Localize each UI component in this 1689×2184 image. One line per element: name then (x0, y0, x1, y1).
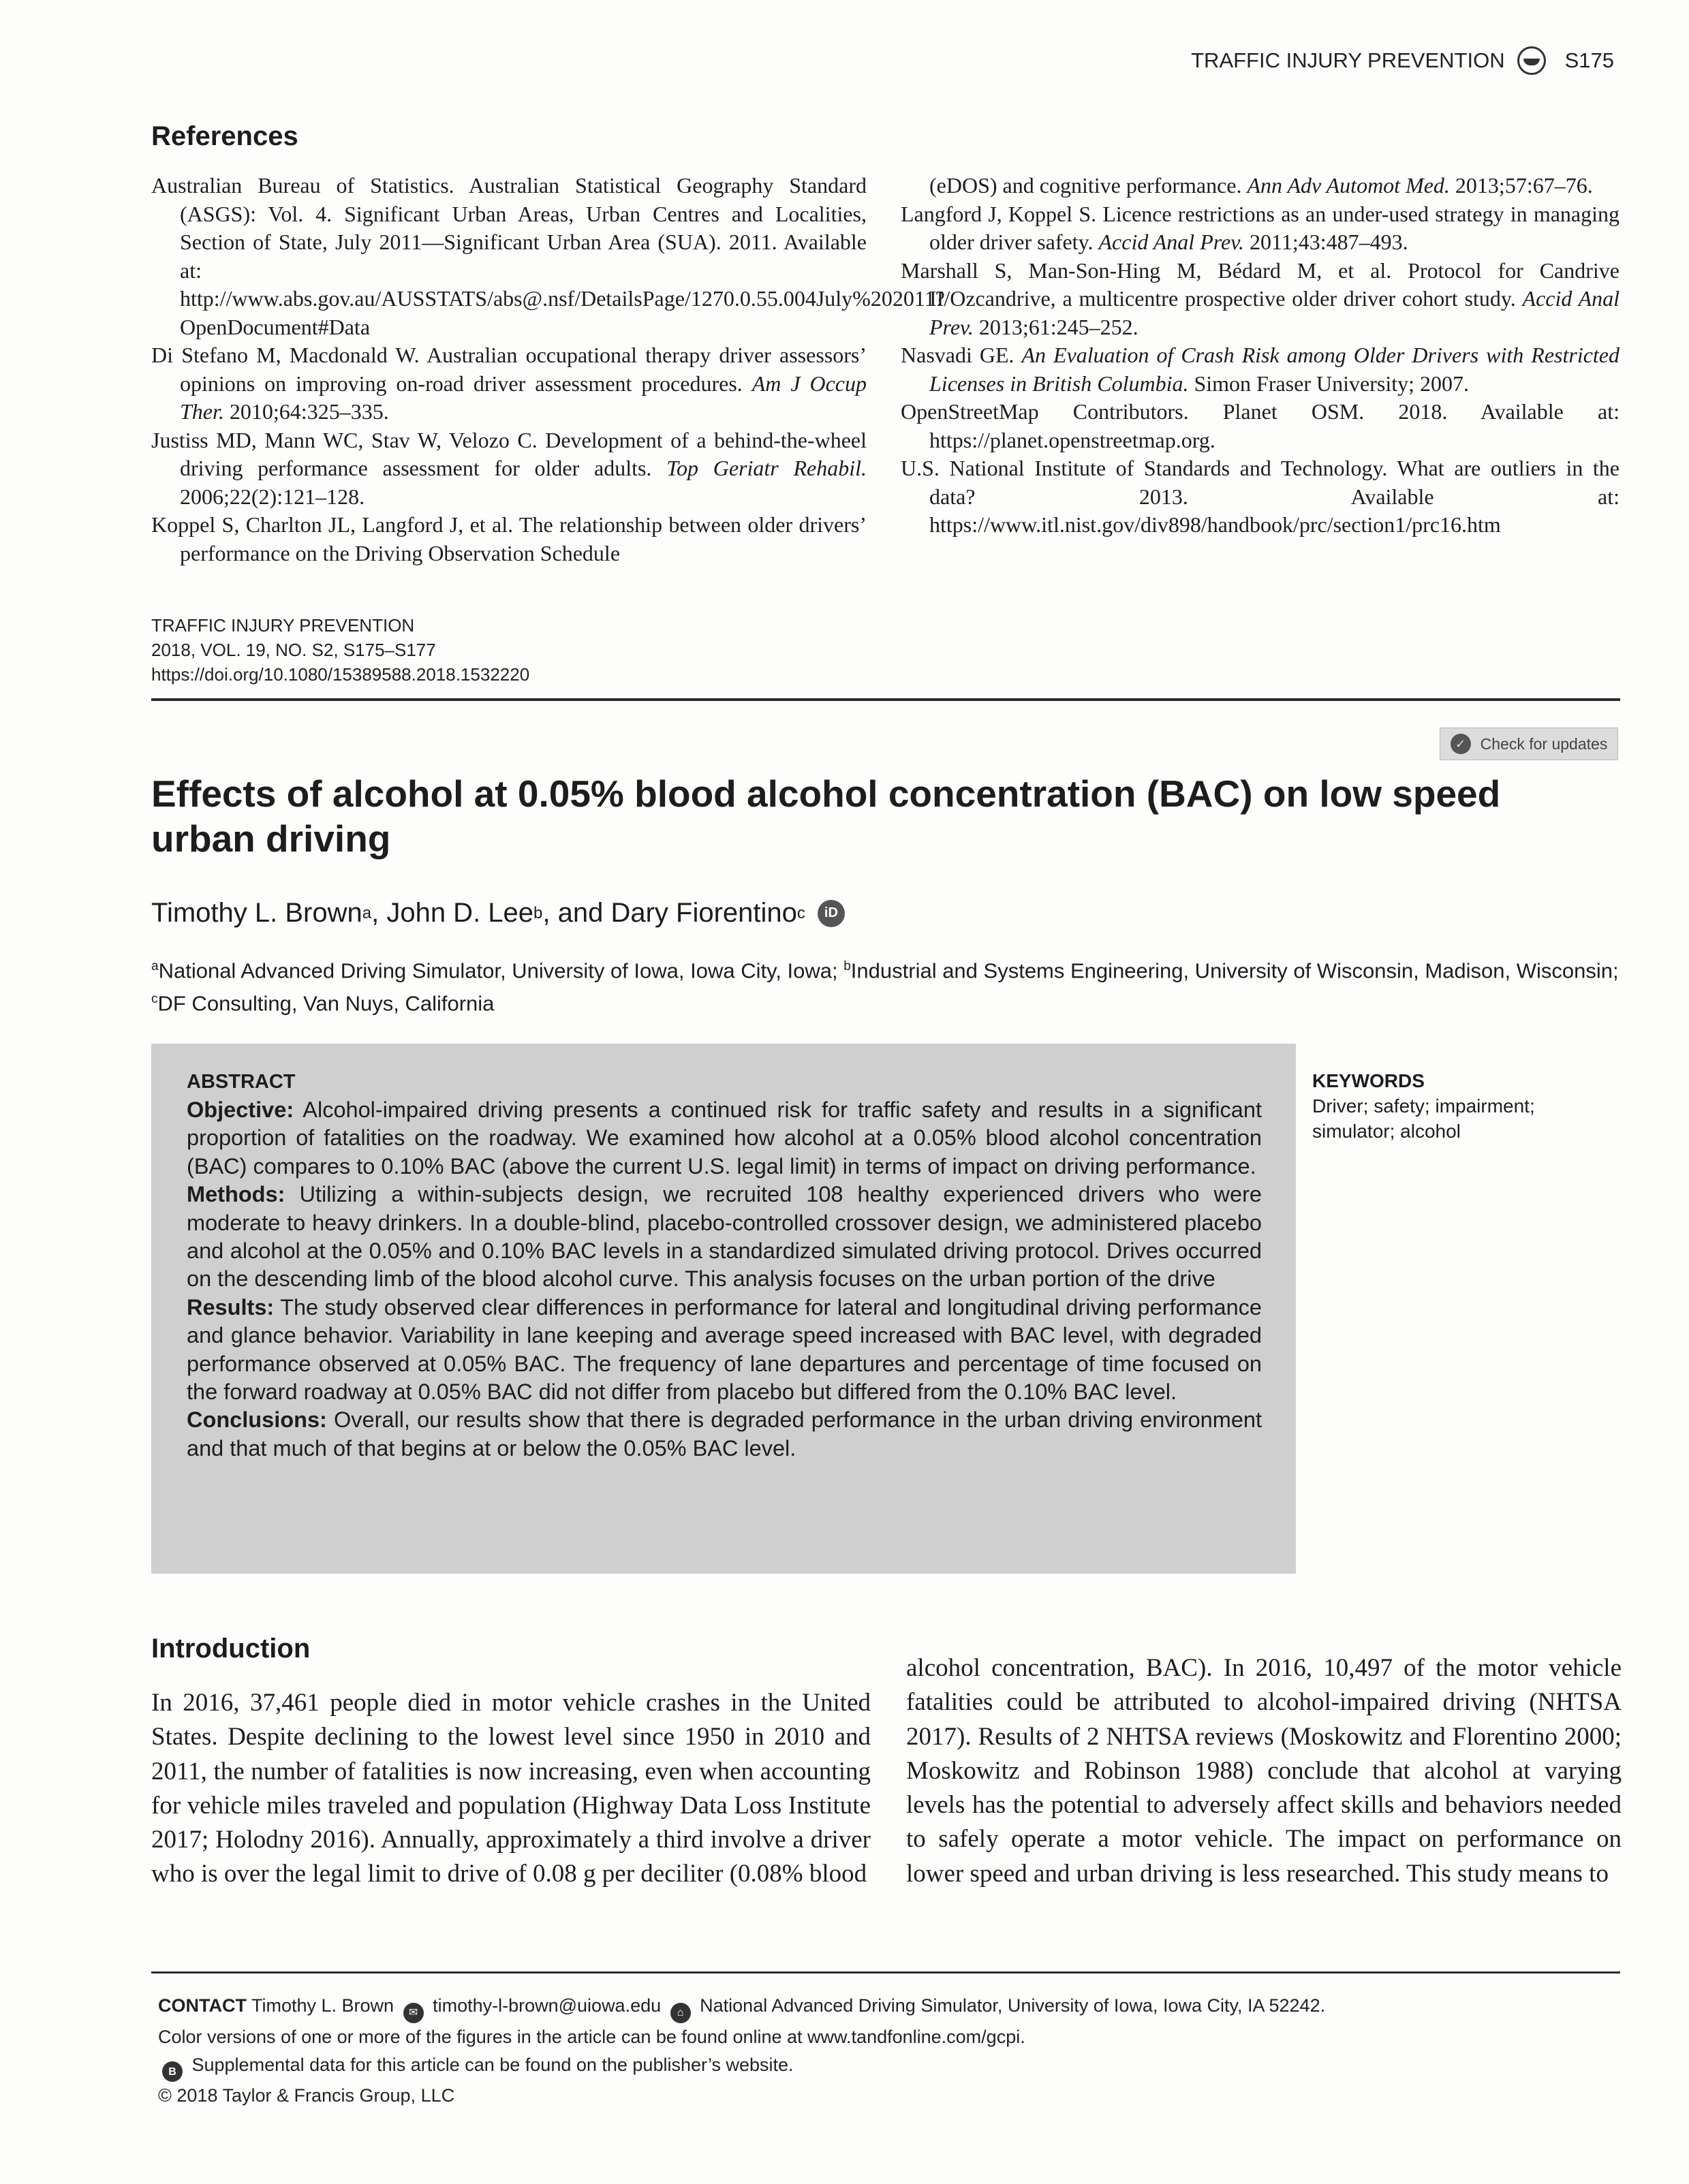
author-name: Dary Fiorentino (610, 898, 797, 928)
orcid-icon[interactable]: iD (818, 900, 845, 927)
abstract-objective (187, 1096, 1262, 1181)
abstract-text: Overall, our results show that there is degraded performance in the urban driving environment and that much of that begins at or below the 0.05% BAC level. (187, 1407, 1262, 1461)
abstract-label: Methods: (187, 1182, 285, 1207)
introduction-heading: Introduction (151, 1634, 311, 1664)
reference-citation: 2013;57:67–76. (1449, 173, 1593, 198)
reference-citation: 2010;64:325–335. (223, 399, 389, 424)
reference-text: (eDOS) and cognitive performance. (929, 173, 1248, 198)
copyright: © 2018 Taylor & Francis Group, LLC (158, 2085, 455, 2106)
affiliations: $^a$National Advanced Driving Simulator, University of Iowa, Iowa City, Iowa; $^b$Industrial and Systems Engineering, University of Wisconsin, Madison, Wisconsin; $^c$DF Consulting, Van Nuys, California (151, 958, 1619, 1016)
article-title: Effects of alcohol at 0.05% blood alcohol concentration (BAC) on low speed urban driving (151, 773, 1501, 860)
keywords-list: Driver; safety; impairment; simulator; alcohol (1312, 1095, 1535, 1142)
reference-text: U.S. National Institute of Standards and Technology. What are outliers in the data? 2013. Available at: https://www.itl.nist.gov/div898/handbook/prc/section1/prc16.htm (901, 456, 1620, 537)
reference-journal: Ann Adv Automot Med. (1247, 173, 1450, 198)
reference-item (151, 341, 867, 426)
references-right-column (901, 172, 1620, 540)
divider (151, 698, 1620, 701)
keywords (1312, 1068, 1612, 1144)
reference-text: Justiss MD, Mann WC, Stav W, Velozo C. Development of a behind-the-wheel driving performance assessment for older adults. (151, 427, 867, 480)
meta-doi-link[interactable]: https://doi.org/10.1080/15389588.2018.1532220 (151, 664, 530, 685)
abstract-methods (187, 1181, 1262, 1294)
reference-citation: Simon Fraser University; 2007. (1188, 371, 1469, 396)
authors (151, 898, 845, 929)
reference-journal: An Evaluation of Crash Risk among Older Drivers with Restricted Licenses in British Columbia. (929, 343, 1620, 396)
keywords-heading: KEYWORDS (1312, 1070, 1425, 1091)
references-left-column (151, 172, 945, 567)
reference-text: Di Stefano M, Macdonald W. Australian occupational therapy driver assessors’ opinions on improving on-road driver assessment procedures. (151, 343, 867, 396)
reference-text: Koppel S, Charlton JL, Langford J, et al. The relationship between older drivers’ performance on the Driving Observation Schedule (151, 512, 867, 565)
author-affiliation-mark: b (533, 903, 543, 922)
check-for-updates-button[interactable] (1440, 728, 1618, 760)
abstract-text: Utilizing a within-subjects design, we recruited 108 healthy experienced drivers who were moderate to heavy drinkers. In a double-blind, placebo-controlled crossover design, we administered placebo and alcohol at the 0.05% and 0.10% BAC levels in a standardized simulated driving protocol. Drives occurred on the descending limb of the blood alcohol curve. This analysis focuses on the urban portion of the drive (187, 1182, 1262, 1292)
reference-text: OpenStreetMap Contributors. Planet OSM. 2018. Available at: https://planet.openstreetmap.org. (901, 399, 1620, 452)
page-number: S175 (1564, 48, 1614, 72)
reference-text: Australian Bureau of Statistics. Australian Statistical Geography Standard (ASGS): Vol. 4. Significant Urban Areas, Urban Centres and Localities, Section of State, July 2011—Significant Urban Area (SUA). 2011. Available at: http://www.abs.gov.au/AUSSTATS/abs@.nsf/DetailsPage/1270.0.55.004July%202011?OpenDocument#Data (151, 173, 945, 339)
meta-volume: 2018, VOL. 19, NO. S2, S175–S177 (151, 640, 436, 660)
abstract-label: Conclusions: (187, 1407, 327, 1433)
meta-journal: TRAFFIC INJURY PREVENTION (151, 615, 415, 636)
reference-journal: Accid Anal Prev. (1098, 230, 1245, 254)
color-note: Color versions of one or more of the figures in the article can be found online at www.tandfonline.com/gcpi. (158, 2026, 1025, 2047)
crossmark-icon: ✓ (1451, 734, 1471, 754)
author-affiliation-mark: a (362, 903, 372, 922)
contact-line (158, 1992, 1325, 2023)
affiliation-b: Industrial and Systems Engineering, University of Wisconsin, Madison, Wisconsin; (850, 958, 1619, 983)
author-separator: , (371, 898, 387, 928)
check-for-updates-label: Check for updates (1480, 734, 1608, 753)
reference-item (901, 341, 1620, 398)
reference-citation: 2013;61:245–252. (973, 314, 1138, 339)
running-head (1191, 46, 1614, 75)
journal-logo-icon (1517, 46, 1546, 75)
reference-item-continued (901, 172, 1620, 200)
divider (151, 1971, 1620, 1974)
author-affiliation-mark: c (796, 903, 805, 922)
abstract-heading: ABSTRACT (187, 1071, 296, 1093)
footer (158, 1992, 1325, 2110)
abstract-results (187, 1294, 1262, 1407)
references-heading: References (151, 121, 298, 151)
abstract-text: The study observed clear differences in performance for lateral and longitudinal driving performance and glance behavior. Variability in lane keeping and average speed increased with BAC level, with degraded performance observed at 0.05% BAC. The frequency of lane departures and percentage of time focused on the forward roadway at 0.05% BAC did not differ from placebo but differed from the 0.10% BAC level. (187, 1294, 1262, 1405)
reference-item (151, 426, 867, 512)
affiliation-a: National Advanced Driving Simulator, University of Iowa, Iowa City, Iowa; (158, 958, 844, 983)
email-icon: ✉ (403, 2003, 424, 2023)
reference-text: Langford J, Koppel S. Licence restrictions as an under-used strategy in managing older driver safety. (901, 201, 1620, 254)
author-name: John D. Lee (386, 898, 534, 928)
supplemental-text: Supplemental data for this article can be found on the publisher’s website. (187, 2054, 794, 2075)
abstract-text: Alcohol-impaired driving presents a continued risk for traffic safety and results in a significant proportion of fatalities on the roadway. We examined how alcohol at a 0.05% blood alcohol concentration (BAC) compares to 0.10% BAC (above the current U.S. legal limit) in terms of impact on driving performance. (187, 1097, 1262, 1179)
reference-citation: 2011;43:487–493. (1244, 230, 1408, 254)
reference-citation: 2006;22(2):121–128. (180, 484, 365, 509)
reference-journal: Accid Anal Prev. (929, 286, 1620, 339)
reference-item (151, 172, 945, 341)
author-separator: , and (542, 898, 611, 928)
reference-journal: Am J Occup Ther. (180, 371, 867, 424)
abstract-conclusions (187, 1406, 1262, 1463)
abstract-label: Objective: (187, 1097, 294, 1122)
article-meta (151, 613, 529, 687)
reference-item (901, 454, 1620, 540)
running-head-journal: TRAFFIC INJURY PREVENTION (1191, 48, 1505, 72)
affiliation-c: DF Consulting, Van Nuys, California (157, 991, 495, 1016)
reference-journal: Top Geriatr Rehabil. (666, 456, 867, 480)
supplemental-icon: B (162, 2061, 183, 2082)
contact-name: Timothy L. Brown (246, 1995, 399, 2016)
contact-address: National Advanced Driving Simulator, University of Iowa, Iowa City, IA 52242. (694, 1995, 1326, 2016)
abstract-label: Results: (187, 1294, 275, 1320)
reference-text: Nasvadi GE. (901, 343, 1022, 367)
author-name: Timothy L. Brown (151, 898, 362, 928)
reference-text: Marshall S, Man-Son-Hing M, Bédard M, et al. Protocol for Candrive II/Ozcandrive, a multicentre prospective older driver cohort study. (901, 258, 1620, 311)
introduction-right-column: alcohol concentration, BAC). In 2016, 10,497 of the motor vehicle fatalities could be attributed to alcohol-impaired driving (NHTSA 2017). Results of 2 NHTSA reviews (Moskowitz and Florentino 2000; Moskowitz and Robinson 1988) conclude that alcohol at varying levels has the potential to adversely affect skills and behaviors needed to safely operate a motor vehicle. The impact on performance on lower speed and urban driving is less researched. This study means to (906, 1654, 1622, 1888)
abstract-box (151, 1044, 1296, 1574)
reference-item (901, 200, 1620, 257)
address-icon: ⌂ (670, 2003, 691, 2023)
reference-item (901, 257, 1620, 342)
contact-email-link[interactable]: timothy-l-brown@uiowa.edu (427, 1995, 666, 2016)
reference-item (151, 511, 867, 567)
introduction-left-column: In 2016, 37,461 people died in motor vehicle crashes in the United States. Despite declining to the lowest level since 1950 in 2010 and 2011, the number of fatalities is now increasing, even when accounting for vehicle miles traveled and population (Highway Data Loss Institute 2017; Holodny 2016). Annually, approximately a third involve a driver who is over the legal limit to drive of 0.08 g per deciliter (0.08% blood (151, 1689, 871, 1888)
reference-item (901, 398, 1620, 454)
contact-label: CONTACT (158, 1995, 247, 2016)
supplemental-line (158, 2051, 1325, 2082)
